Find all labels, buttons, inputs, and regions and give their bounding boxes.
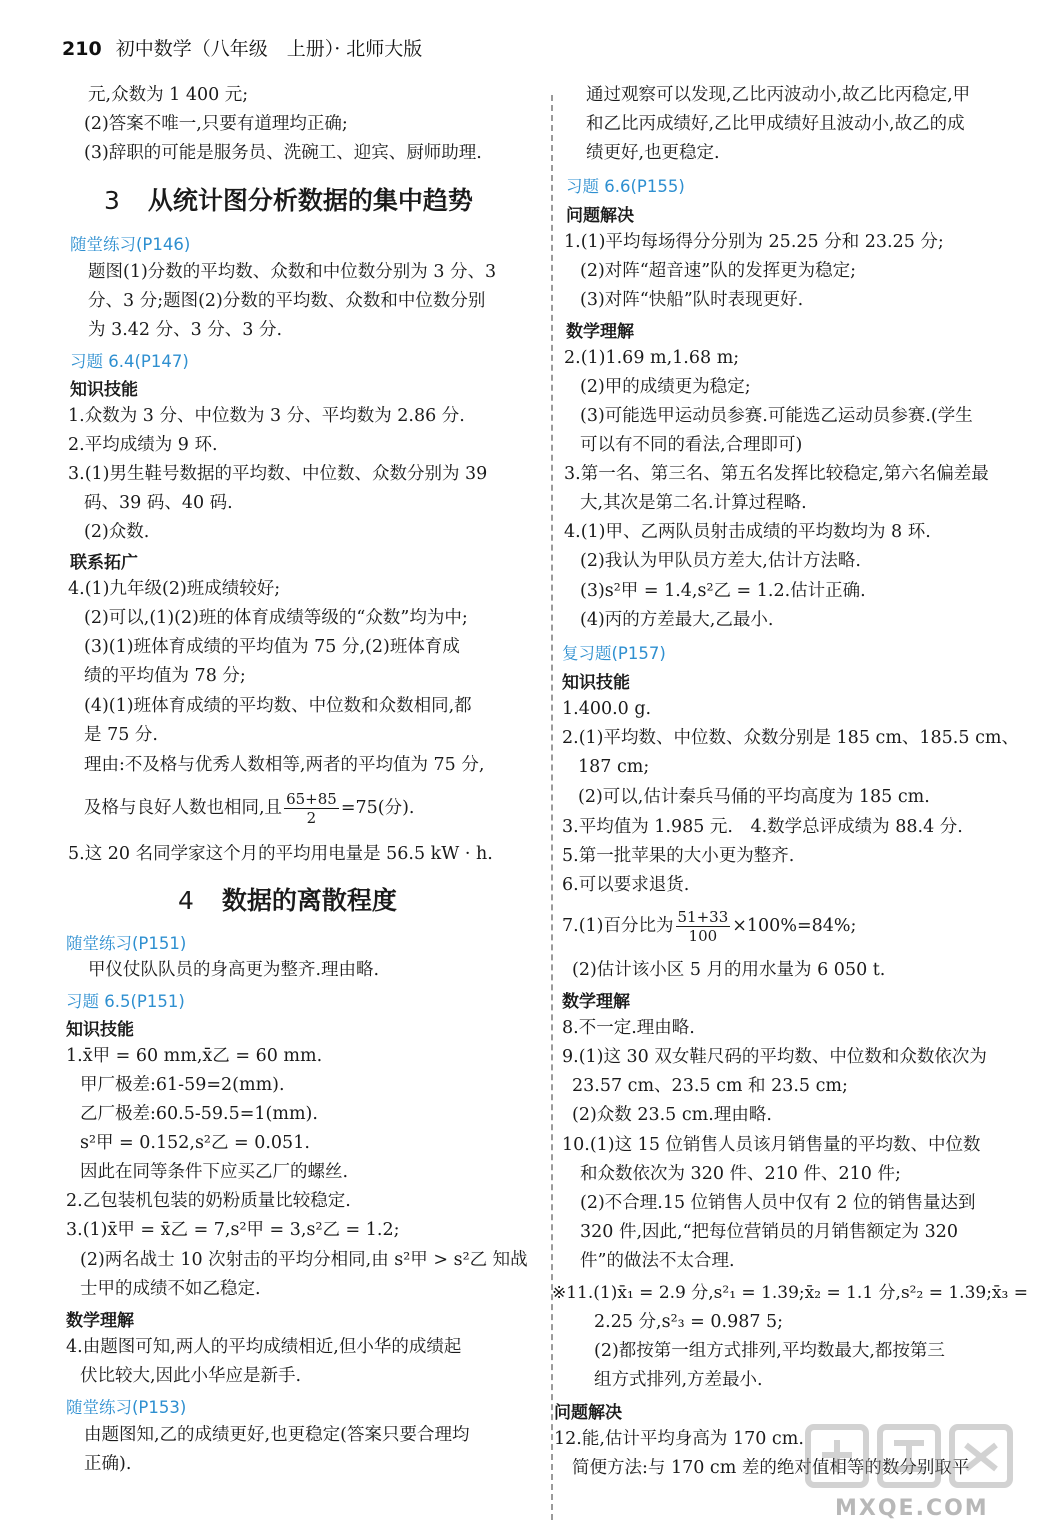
subheading: 知识技能 [66,1020,134,1040]
text-line: 6.可以要求退货. [562,875,690,895]
text-line: 2.(1)平均数、中位数、众数分别是 185 cm、185.5 cm、 [562,728,1019,748]
text-line: (4)丙的方差最大,乙最小. [580,610,774,630]
text-line: 件”的做法不太合理. [580,1251,735,1271]
text-line: (2)答案不唯一,只要有道理均正确; [84,114,348,134]
fraction-denominator: 2 [306,809,317,827]
text-line: 3.(1)x̄甲 = x̄乙 = 7,s²甲 = 3,s²乙 = 1.2; [66,1220,400,1240]
page-number: 210 [62,38,102,60]
subheading: 数学理解 [562,992,630,1012]
text-line: 正确). [84,1454,132,1474]
text-line: 23.57 cm、23.5 cm 和 23.5 cm; [572,1076,848,1096]
text-line: 和众数依次为 320 件、210 件、210 件; [580,1164,901,1184]
text-line: (3)对阵“快船”队时表现更好. [580,290,804,310]
text-line: ※11.(1)x̄₁ = 2.9 分,s²₁ = 1.39;x̄₂ = 1.1 分,s²₂ = 1.39;x̄₃ = [552,1283,1028,1303]
text-line: 4.(1)九年级(2)班成绩较好; [68,579,281,599]
practice-tag: 随堂练习(P151) [66,934,187,953]
exercise-tag: 习题 6.6(P155) [566,177,685,196]
exercise-tag: 习题 6.4(P147) [70,352,189,371]
text-line: (2)估计该小区 5 月的用水量为 6 050 t. [572,960,886,980]
text-line: 元,众数为 1 400 元; [88,85,249,105]
text-line: (2)不合理.15 位销售人员中仅有 2 位的销售量达到 [580,1193,976,1213]
text-line: 题图(1)分数的平均数、众数和中位数分别为 3 分、3 [88,262,497,282]
column-divider [551,95,553,1520]
text-line: 分、3 分;题图(2)分数的平均数、众数和中位数分别 [88,291,486,311]
fraction-numerator: 51+33 [677,908,729,926]
text-line: (2)我认为甲队员方差大,估计方法略. [580,551,861,571]
text-line: 9.(1)这 30 双女鞋尺码的平均数、中位数和众数依次为 [562,1047,987,1067]
text-line: 甲仪仗队队员的身高更为整齐.理由略. [88,960,380,980]
book-title: 初中数学（八年级 上册）· 北师大版 [115,38,423,60]
fraction [676,908,731,945]
text-line: 8.不一定.理由略. [562,1018,695,1038]
text-line: s²甲 = 0.152,s²乙 = 0.051. [80,1133,310,1153]
text-line: 2.25 分,s²₃ = 0.987 5; [594,1312,784,1332]
fraction-numerator: 65+85 [286,790,337,808]
section-number: 4 [178,886,194,915]
text-line: 绩的平均值为 78 分; [84,666,246,686]
text-line: 4.由题图可知,两人的平均成绩相近,但小华的成绩起 [66,1337,462,1357]
text-line: (2)对阵“超音速”队的发挥更为稳定; [580,261,857,281]
text-line: 为 3.42 分、3 分、3 分. [88,320,283,340]
text-line: 320 件,因此,“把每位营销员的月销售额定为 320 [580,1222,959,1242]
text-line: 2.(1)1.69 m,1.68 m; [564,348,740,368]
text-line: 甲厂极差:61-59=2(mm). [80,1075,285,1095]
subheading: 数学理解 [566,322,634,342]
text-line: 1.众数为 3 分、中位数为 3 分、平均数为 2.86 分. [68,406,465,426]
text-line: 通过观察可以发现,乙比丙波动小,故乙比丙稳定,甲 [586,85,971,105]
text-line: 5.这 20 名同学家这个月的平均用电量是 56.5 kW · h. [68,844,493,864]
text-line: (4)(1)班体育成绩的平均数、中位数和众数相同,都 [84,696,472,716]
text-line: 因此在同等条件下应买乙厂的螺丝. [80,1162,349,1182]
text-line-with-fraction [84,788,414,828]
text-line: 和乙比丙成绩好,乙比甲成绩好且波动小,故乙的成 [586,114,965,134]
subheading: 问题解决 [554,1403,622,1423]
subheading: 数学理解 [66,1311,134,1331]
section-number: 3 [104,186,120,215]
practice-tag: 随堂练习(P153) [66,1398,187,1417]
text-line: (2)两名战士 10 次射击的平均分相同,由 s²甲 > s²乙 知战 [80,1250,528,1270]
section-title-4 [178,881,397,917]
text-line: 4.(1)甲、乙两队员射击成绩的平均数均为 8 环. [564,522,931,542]
text-line: 1.(1)平均每场得分分别为 25.25 分和 23.25 分; [564,232,944,252]
text-line: 5.第一批苹果的大小更为整齐. [562,846,795,866]
subheading: 问题解决 [566,206,634,226]
text-line-with-fraction [562,906,856,946]
text-segment: =75(分). [340,798,415,818]
text-line: (3)(1)班体育成绩的平均值为 75 分,(2)班体育成 [84,637,460,657]
watermark-text: MXQE.COM [835,1496,989,1521]
text-line: (2)可以,(1)(2)班的体育成绩等级的“众数”均为中; [84,608,468,628]
text-line: 3.第一名、第三名、第五名发挥比较稳定,第六名偏差最 [564,464,989,484]
text-line: 理由:不及格与优秀人数相等,两者的平均值为 75 分, [84,755,485,775]
text-segment: 7.(1)百分比为 [562,916,674,936]
section-title-text: 数据的离散程度 [221,886,397,915]
text-line: 1.x̄甲 = 60 mm,x̄乙 = 60 mm. [66,1046,323,1066]
text-line: 187 cm; [578,757,650,777]
text-line: (2)可以,估计秦兵马俑的平均高度为 185 cm. [578,787,930,807]
text-segment: 及格与良好人数也相同,且 [84,798,283,818]
text-line: (2)众数 23.5 cm.理由略. [572,1105,772,1125]
subheading: 知识技能 [70,380,138,400]
text-segment: ×100%=84%; [732,916,857,936]
page-header [62,34,422,61]
text-line: 大,其次是第二名.计算过程略. [580,493,807,513]
text-line: 2.平均成绩为 9 环. [68,435,218,455]
text-line: 2.乙包装机包装的奶粉质量比较稳定. [66,1191,351,1211]
practice-tag: 随堂练习(P146) [70,235,191,254]
fraction [284,790,339,827]
text-line: 12.能,估计平均身高为 170 cm. [554,1429,804,1449]
text-line: 10.(1)这 15 位销售人员该月销售量的平均数、中位数 [562,1135,981,1155]
text-line: (3)辞职的可能是服务员、洗碗工、迎宾、厨师助理. [84,143,482,163]
text-line: 组方式排列,方差最小. [594,1370,763,1390]
fraction-denominator: 100 [688,927,718,945]
text-line: (2)都按第一组方式排列,平均数最大,都按第三 [594,1341,945,1361]
text-line: 1.400.0 g. [562,699,652,719]
exercise-tag: 习题 6.5(P151) [66,992,185,1011]
text-line: 伏比较大,因此小华应是新手. [80,1366,302,1386]
text-line: 乙厂极差:60.5-59.5=1(mm). [80,1104,318,1124]
text-line: 3.(1)男生鞋号数据的平均数、中位数、众数分别为 39 [68,464,488,484]
text-line: (3)s²甲 = 1.4,s²乙 = 1.2.估计正确. [580,581,866,601]
text-line: 由题图知,乙的成绩更好,也更稳定(答案只要合理均 [84,1425,470,1445]
section-title-text: 从统计图分析数据的集中趋势 [147,186,473,215]
text-line: 码、39 码、40 码. [84,493,233,513]
text-line: 士甲的成绩不如乙稳定. [80,1279,261,1299]
text-line: (2)甲的成绩更为稳定; [580,377,751,397]
text-line: 绩更好,也更稳定. [586,143,720,163]
text-line: 简便方法:与 170 cm 差的绝对值相等的数分别取平 [572,1458,970,1478]
text-line: 可以有不同的看法,合理即可) [580,435,803,455]
text-line: (2)众数. [84,522,150,542]
text-line: 3.平均值为 1.985 元. 4.数学总评成绩为 88.4 分. [562,817,963,837]
section-title-3 [104,181,473,217]
subheading: 知识技能 [562,673,630,693]
text-line: 是 75 分. [84,725,158,745]
text-line: (3)可能选甲运动员参赛.可能选乙运动员参赛.(学生 [580,406,973,426]
review-tag: 复习题(P157) [562,644,666,663]
subheading: 联系拓广 [70,553,138,573]
